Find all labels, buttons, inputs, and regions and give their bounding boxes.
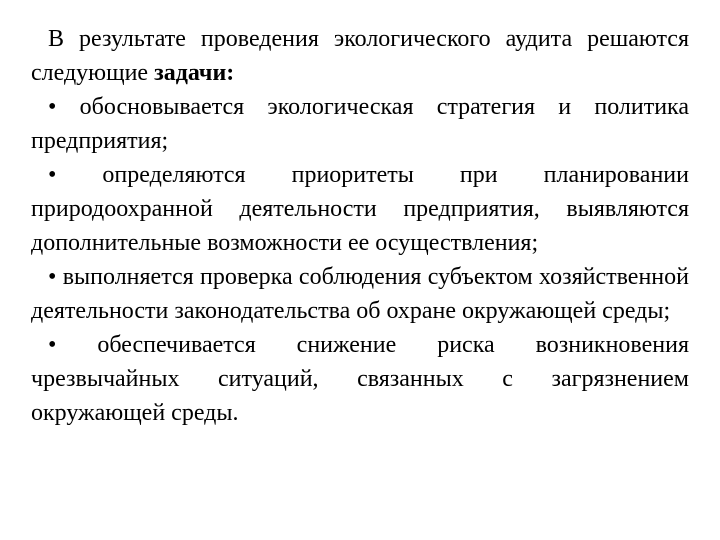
slide-body <box>31 22 689 430</box>
intro-text: В результате проведения экологического аудита решаются следующие <box>31 26 689 86</box>
bullet-item: • определяются приоритеты при планировании природоохранной деятельности предприятия, выявляются дополнительные возможности ее осуществления; <box>31 162 689 256</box>
bullet-item: • обосновывается экологическая стратегия и политика предприятия; <box>31 94 689 154</box>
intro-bold-word: задачи: <box>154 60 235 86</box>
bullet-item: • обеспечивается снижение риска возникновения чрезвычайных ситуаций, связанных с загрязнением окружающей среды. <box>31 332 689 426</box>
intro-paragraph <box>31 22 689 90</box>
bullet-item: • выполняется проверка соблюдения субъектом хозяйственной деятельности законодательства об охране окружающей среды; <box>31 264 689 324</box>
